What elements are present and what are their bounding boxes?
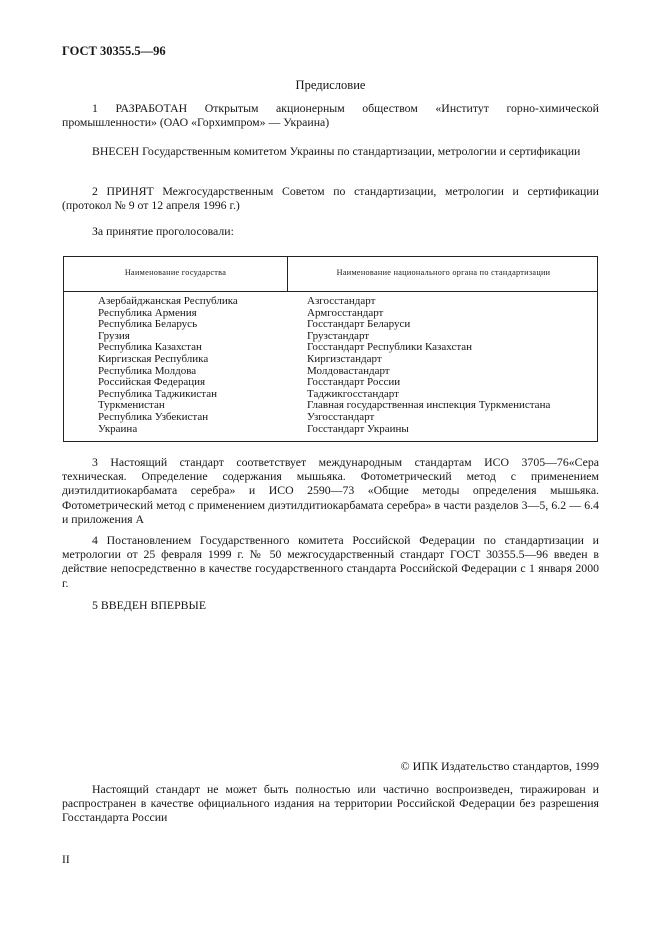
state-name-cell: Российская Федерация [98,376,206,389]
national-body-cell: Госстандарт Украины [307,422,409,435]
voting-table [63,256,598,442]
paragraph-adopted-text: 2 ПРИНЯТ Межгосударственным Советом по стандартизации, метрологии и сертификации (протокол № 9 от 12 апреля 1996 г.) [62,184,599,213]
column-header-state: Наименование государства [124,268,227,277]
column-header-national-body: Наименование национального органа по стандартизации [336,268,551,277]
paragraph-conformity-text: 3 Настоящий стандарт соответствует международным стандартам ИСО 3705—76«Сера техническая. Определение содержания мышьяка. Фотометрический метод с применением диэтилдитиокарбамата серебра» и ИСО 2590—73 «Общие методы определения мышьяка. Фотометрический метод с применением диэтилдитиокарбамата серебра» в части разделов 3—5, 6.2 — 6.4 и приложения А [62,455,599,526]
national-body-cell: Киргизстандарт [307,352,382,365]
table-body [64,296,597,435]
national-body-cell: Госстандарт России [307,376,401,389]
paragraph-developed [62,101,599,129]
table-row [64,424,597,436]
state-name-cell: Республика Казахстан [98,341,202,354]
state-name-cell: Грузия [98,329,130,342]
state-name-cell: Туркменистан [98,399,165,412]
national-body-cell: Молдовастандарт [307,364,390,377]
national-body-cell: Армгосстандарт [307,306,384,319]
national-body-cell: Главная государственная инспекция Туркменистана [307,399,551,412]
paragraph-reproduction-notice [62,782,599,825]
paragraph-voted [62,224,599,238]
table-row [64,377,597,389]
copyright-notice: © ИПК Издательство стандартов, 1999 [400,759,599,773]
document-code-header: ГОСТ 30355.5—96 [62,44,166,58]
table-row [64,354,597,366]
national-body-cell: Грузстандарт [307,329,370,342]
paragraph-introduced-text: ВНЕСЕН Государственным комитетом Украины по стандартизации, метрологии и сертификации [92,144,581,158]
state-name-cell: Республика Узбекистан [98,410,209,423]
state-name-cell: Республика Молдова [98,364,197,377]
page-number: II [62,854,70,866]
national-body-cell: Госстандарт Беларуси [307,318,411,331]
state-name-cell: Республика Армения [98,306,197,319]
paragraph-introduced [62,144,599,158]
state-name-cell: Киргизская Республика [98,352,209,365]
national-body-cell: Госстандарт Республики Казахстан [307,341,473,354]
paragraph-first-introduced [62,598,599,612]
table-header [64,257,597,292]
national-body-cell: Таджикгосстандарт [307,387,399,400]
state-name-cell: Республика Таджикистан [98,387,217,400]
paragraph-resolution [62,533,599,590]
paragraph-conformity [62,455,599,526]
state-name-cell: Азербайджанская Республика [98,295,238,307]
national-body-cell: Азгосстандарт [307,295,376,307]
paragraph-developed-text: 1 РАЗРАБОТАН Открытым акционерным обществом «Институт горно-химической промышленности» (ОАО «Горхимпром» — Украина) [62,101,599,130]
state-name-cell: Республика Беларусь [98,318,198,331]
paragraph-first-introduced-text: 5 ВВЕДЕН ВПЕРВЫЕ [92,598,207,612]
paragraph-voted-text: За принятие проголосовали: [92,224,234,238]
paragraph-reproduction-notice-text: Настоящий стандарт не может быть полностью или частично воспроизведен, тиражирован и распространен в качестве официального издания на территории Российской Федерации без разрешения Госстандарта России [62,782,599,825]
paragraph-adopted [62,184,599,212]
page-title: Предисловие [295,78,366,92]
state-name-cell: Украина [98,422,138,435]
national-body-cell: Узгосстандарт [307,410,375,423]
table-row [64,296,597,308]
paragraph-resolution-text: 4 Постановлением Государственного комитета Российской Федерации по стандартизации и метрологии от 25 февраля 1999 г. № 50 межгосударственный стандарт ГОСТ 30355.5—96 введен в действие непосредственно в качестве государственного стандарта Российской Федерации с 1 января 2000 г. [62,533,599,590]
table-row [64,412,597,424]
